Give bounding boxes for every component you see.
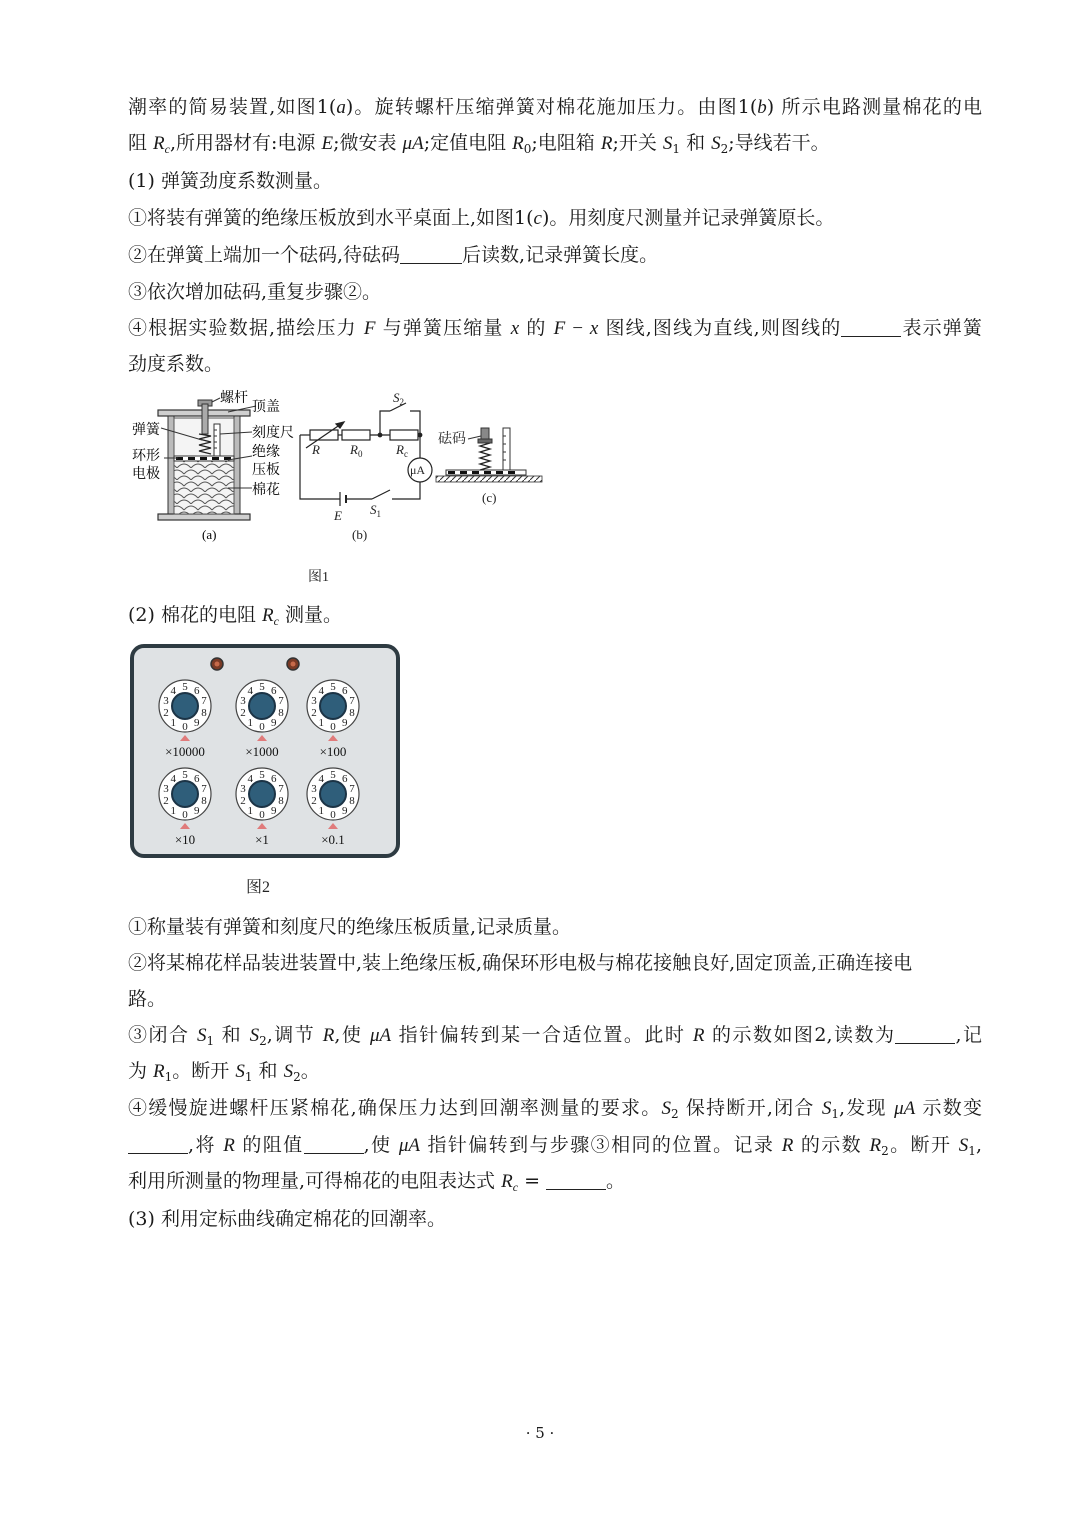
step-2-3: ③闭合 $S_1$ 和 $S_2$,调节 R,使 μA 指针偏转到某一合适位置。此时 R 的示数如图2,读数为 ,记 (128, 1024, 982, 1048)
label-dinggai: 顶盖 (252, 400, 280, 415)
dial-knob[interactable] (172, 693, 198, 719)
dial-digit: 5 (330, 769, 336, 781)
label-tanhuang: 弹簧 (132, 423, 160, 438)
caption-1a: (a) (202, 527, 217, 542)
dial-digit: 9 (194, 805, 200, 818)
answer-blank[interactable] (400, 245, 462, 264)
dial-digit: 2 (163, 707, 169, 720)
dial-digit: 9 (342, 805, 348, 818)
dial-digit: 9 (342, 717, 348, 730)
dial-digit: 2 (240, 795, 246, 808)
dial-digit: 3 (163, 782, 169, 795)
dial-digit: 5 (182, 681, 188, 693)
dial-knob[interactable] (320, 693, 346, 719)
answer-blank[interactable] (546, 1171, 606, 1190)
dial-digit: 6 (271, 684, 277, 697)
dial-digit: 9 (271, 805, 277, 818)
step-1-4: ④根据实验数据,描绘压力 F 与弹簧压缩量 x 的 F − x 图线,图线为直线,则图线的 表示弹簧 (128, 317, 982, 339)
dial-digit: 1 (170, 717, 176, 730)
dial-digit: 4 (170, 684, 176, 697)
label-e: E (334, 508, 342, 523)
dial-digit: 9 (194, 717, 200, 730)
answer-blank[interactable] (841, 318, 901, 337)
dial-digit: 0 (259, 721, 265, 733)
figure-1-title: 图1 (308, 570, 329, 584)
caption-1c: (c) (482, 490, 497, 505)
dial-digit: 8 (278, 795, 284, 808)
answer-blank[interactable] (304, 1135, 364, 1154)
dial-digit: 5 (182, 769, 188, 781)
label-microammeter: μA (410, 463, 426, 477)
label-r0: $R_0$ (350, 442, 363, 459)
text-line-1: 潮率的简易装置,如图1(a)。旋转螺杆压缩弹簧对棉花施加压力。由图1(b) 所示电路测量棉花的电 (128, 96, 983, 118)
dial-knob[interactable] (249, 781, 275, 807)
dial-digit: 7 (201, 694, 207, 707)
label-r: R (312, 442, 320, 457)
dial-digit: 6 (271, 772, 277, 785)
section-1-heading: (1) 弹簧劲度系数测量。 (128, 170, 332, 192)
step-2-4: ④缓慢旋进螺杆压紧棉花,确保压力达到回潮率测量的要求。$S_2$ 保持断开,闭合 $S_1$,发现 μA 示数变 (128, 1097, 982, 1121)
figure-2-resistance-box (128, 640, 418, 898)
label-yaban: 压板 (252, 463, 280, 478)
dial-multiplier-label: ×100 (319, 744, 347, 759)
dial-digit: 6 (342, 684, 348, 697)
dial-digit: 8 (201, 707, 207, 720)
step-1-4-cont: 劲度系数。 (128, 353, 224, 375)
section-2-heading: (2) 棉花的电阻 $R_c$ 测量。 (128, 604, 342, 628)
dial-digit: 2 (311, 795, 317, 808)
dial-digit: 7 (349, 782, 355, 795)
label-huanxing-1: 环形 (132, 449, 160, 464)
dial-digit: 5 (259, 681, 265, 693)
step-1-3: ③依次增加砝码,重复步骤②。 (128, 281, 382, 303)
dial-multiplier-label: ×10 (174, 832, 196, 847)
dial-digit: 5 (330, 681, 336, 693)
step-2-1: ①称量装有弹簧和刻度尺的绝缘压板质量,记录质量。 (128, 916, 572, 938)
dial-digit: 8 (349, 707, 355, 720)
label-luogan: 螺杆 (220, 391, 248, 406)
dial-digit: 0 (182, 809, 188, 821)
label-huanxing-2: 电极 (132, 467, 160, 482)
dial-digit: 5 (259, 769, 265, 781)
figure-1a-apparatus (132, 389, 294, 542)
step-2-4-cont: ,将 R 的阻值 ,使 μA 指针偏转到与步骤③相同的位置。记录 R 的示数 $R_2$。断开 $S_1$, (128, 1132, 982, 1164)
dial-digit: 7 (349, 694, 355, 707)
dial-digit: 6 (342, 772, 348, 785)
dial-digit: 6 (194, 772, 200, 785)
label-rc: $R_c$ (396, 442, 408, 459)
section-3-heading: (3) 利用定标曲线确定棉花的回潮率。 (128, 1208, 446, 1230)
dial-digit: 9 (271, 717, 277, 730)
dial-digit: 2 (311, 707, 317, 720)
dial-multiplier-label: ×0.1 (321, 832, 345, 847)
dial-digit: 4 (247, 684, 253, 697)
dial-digit: 3 (311, 694, 317, 707)
dial-knob[interactable] (172, 781, 198, 807)
step-2-2-cont: 路。 (128, 988, 167, 1010)
step-1-2: ②在弹簧上端加一个砝码,待砝码 后读数,记录弹簧长度。 (128, 244, 659, 266)
dial-digit: 3 (240, 782, 246, 795)
dial-digit: 7 (201, 782, 207, 795)
dial-digit: 4 (318, 772, 324, 785)
dial-digit: 8 (278, 707, 284, 720)
caption-1b: (b) (352, 527, 368, 542)
step-2-3-cont: 为 $R_1$。断开 $S_1$ 和 $S_2$。 (128, 1060, 320, 1084)
label-kedu: 刻度尺 (252, 426, 294, 441)
figure-1 (128, 384, 558, 584)
label-s2: $S_2$ (393, 390, 404, 407)
dial-digit: 1 (318, 717, 324, 730)
page-number: · 5 · (525, 1424, 555, 1442)
dial-digit: 1 (247, 717, 253, 730)
dial-digit: 4 (247, 772, 253, 785)
step-2-4-expression: 利用所测量的物理量,可得棉花的电阻表达式 $R_c$ = 。 (128, 1170, 626, 1194)
dial-digit: 0 (330, 721, 336, 733)
dial-digit: 2 (163, 795, 169, 808)
dial-multiplier-label: ×10000 (165, 744, 205, 759)
dial-digit: 2 (240, 707, 246, 720)
step-1-1: ①将装有弹簧的绝缘压板放到水平桌面上,如图1(c)。用刻度尺测量并记录弹簧原长。 (128, 207, 835, 229)
label-s1: $S_1$ (370, 502, 381, 519)
dial-multiplier-label: ×1 (255, 832, 269, 847)
dial-digit: 1 (318, 805, 324, 818)
dial-digit: 1 (247, 805, 253, 818)
dial-digit: 3 (163, 694, 169, 707)
answer-blank[interactable] (895, 1025, 955, 1044)
dial-knob[interactable] (249, 693, 275, 719)
dial-digit: 0 (259, 809, 265, 821)
dial-digit: 4 (318, 684, 324, 697)
label-jueyuan: 绝缘 (252, 445, 280, 460)
dial-knob[interactable] (320, 781, 346, 807)
dial-1[interactable] (159, 680, 211, 759)
dial-digit: 8 (201, 795, 207, 808)
dial-digit: 7 (278, 782, 284, 795)
label-fama: 砝码 (438, 432, 466, 447)
label-mianhua: 棉花 (252, 483, 280, 498)
step-2-2: ②将某棉花样品装进装置中,装上绝缘压板,确保环形电极与棉花接触良好,固定顶盖,正确连接电 (128, 952, 913, 974)
dial-digit: 6 (194, 684, 200, 697)
dial-multiplier-label: ×1000 (245, 744, 279, 759)
dial-digit: 4 (170, 772, 176, 785)
dial-digit: 8 (349, 795, 355, 808)
figure-2-title: 图2 (246, 879, 271, 896)
dial-digit: 0 (182, 721, 188, 733)
dial-digit: 1 (170, 805, 176, 818)
text-line-2: 阻 $R_c$,所用器材有:电源 E;微安表 μA;定值电阻 $R_0$;电阻箱 R;开关 $S_1$ 和 $S_2$;导线若干。 (128, 132, 830, 156)
dial-digit: 0 (330, 809, 336, 821)
answer-blank[interactable] (128, 1135, 188, 1154)
dial-digit: 3 (311, 782, 317, 795)
dial-digit: 3 (240, 694, 246, 707)
dial-digit: 7 (278, 694, 284, 707)
